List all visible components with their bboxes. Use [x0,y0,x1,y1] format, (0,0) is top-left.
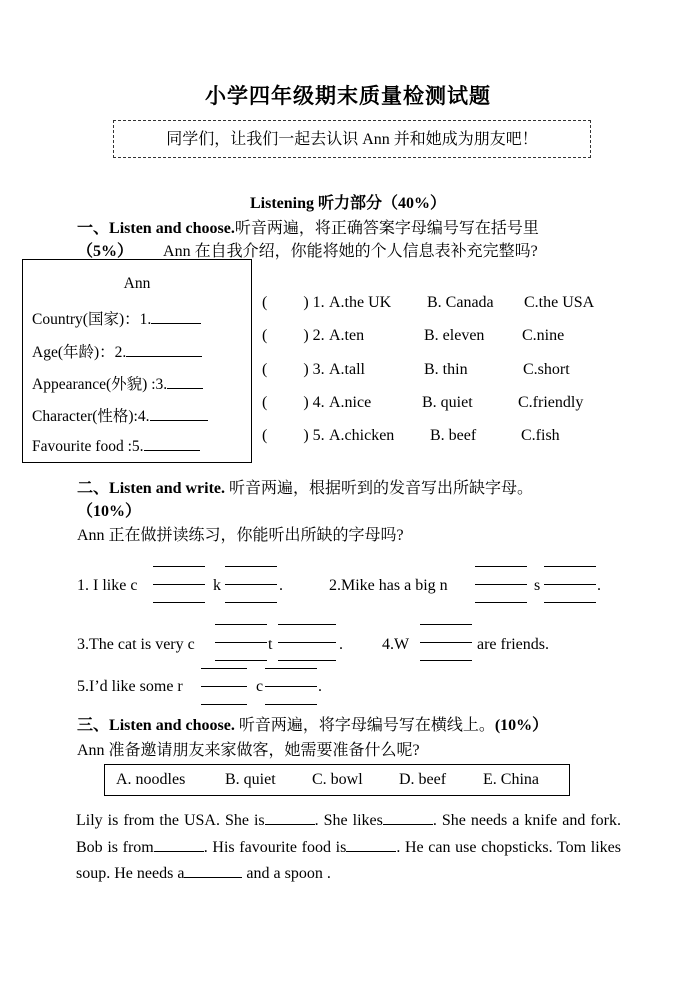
writing-line [544,602,596,603]
q-text: 1. I like [77,577,127,594]
q-punct: . [597,577,601,594]
part2-q1 [77,577,137,595]
part3-sub: Ann 准备邀请朋友来家做客，她需要准备什么呢? [77,742,420,759]
part3-score: (10%） [494,717,549,734]
para-text: . She likes [314,812,383,829]
q-letter: c [256,678,264,695]
q-punct: . [339,636,343,653]
writing-line [225,602,277,603]
writing-line[interactable] [475,584,527,585]
option-a: A.nice [329,394,372,411]
q-letter: c [130,577,138,594]
reading-paragraph [76,808,621,888]
word-option: A. noodles [116,771,186,788]
card-label: Favourite food :5. [32,438,144,455]
answer-blank[interactable] [167,374,203,389]
part2-sub: Ann 正在做拼读练习，你能听出所缺的字母吗? [77,527,404,544]
option-b: B. thin [424,361,468,378]
answer-blank[interactable] [346,837,396,852]
part1-heading-en: Listen and choose. [109,220,235,237]
writing-line [201,704,247,705]
writing-line[interactable] [278,642,336,643]
answer-blank[interactable] [126,342,202,357]
writing-line [420,660,472,661]
question-num: 4. [312,394,325,411]
question-row [262,427,325,445]
part1-questions [262,294,622,454]
part1-heading [77,215,539,238]
part3-heading-cn: 听音两遍，将字母编号写在横线上。 [238,717,495,734]
answer-blank[interactable] [144,436,200,451]
open-paren: ( [262,427,268,444]
para-text: . He can use chopsticks. Tom likes soup. He needs a [76,838,621,882]
writing-line[interactable] [265,686,317,687]
ann-info-card [22,259,252,463]
card-row-appearance [32,372,203,394]
option-a: A.chicken [329,427,395,444]
listening-heading: Listening 听力部分（40%） [249,195,447,212]
part2-heading-en: Listen and write. [109,480,226,497]
close-paren: ) [303,294,309,311]
answer-blank[interactable] [265,810,315,825]
word-bank [104,764,570,796]
para-text: and a spoon . [242,865,331,882]
option-c: C.nine [522,327,565,344]
open-paren: ( [262,327,268,344]
answer-blank[interactable] [154,837,204,852]
question-num: 3. [312,361,325,378]
option-a: A.the UK [329,294,392,311]
open-paren: ( [262,361,268,378]
card-row-country [32,307,201,329]
writing-line[interactable] [420,642,472,643]
part1-subheading [77,238,538,261]
part1-num: 一、 [77,220,110,237]
option-b: B. quiet [422,394,473,411]
option-b: B. Canada [427,294,494,311]
writing-line [278,660,336,661]
answer-blank[interactable] [151,309,201,324]
option-c: C.short [523,361,570,378]
writing-line[interactable] [544,584,596,585]
writing-line [153,602,205,603]
close-paren: ) [303,327,309,344]
writing-line [225,566,277,567]
option-c: C.the USA [524,294,595,311]
close-paren: ) [303,361,309,378]
page-title: 小学四年级期末质量检测试题 [205,84,491,108]
writing-line [278,624,336,625]
writing-line[interactable] [225,584,277,585]
writing-line [215,660,267,661]
word-option: C. bowl [312,771,363,788]
writing-line [153,566,205,567]
q-punct: . [279,577,283,594]
writing-line[interactable] [215,642,267,643]
para-text: . She needs a knife and fork. Bob is from [76,812,621,856]
writing-line [201,668,247,669]
option-a: A.ten [329,327,365,344]
writing-line [475,566,527,567]
word-option: D. beef [399,771,447,788]
question-num: 5. [312,427,325,444]
card-name: Ann [123,275,151,292]
part2-score: （10%） [77,503,142,520]
part3-heading [77,712,548,735]
question-num: 1. [312,294,325,311]
question-row [262,294,325,312]
close-paren: ) [303,394,309,411]
writing-line [265,704,317,705]
option-c: C.fish [521,427,560,444]
question-row [262,361,325,379]
option-b: B. eleven [424,327,485,344]
answer-blank[interactable] [184,863,242,878]
part3-num: 三、 [77,717,110,734]
card-row-age [32,340,202,362]
part2-heading-cn: 听音两遍，根据听到的发音写出所缺字母。 [229,480,534,497]
card-label: Appearance(外貌) :3. [32,376,168,393]
part1-heading-cn: 听音两遍，将正确答案字母编号写在括号里 [234,220,539,237]
option-a: A.tall [329,361,365,378]
part2-q5: 5.I’d like some r [77,678,183,695]
card-label: Character(性格):4. [32,408,150,425]
q-letter: k [213,577,221,594]
writing-line[interactable] [153,584,205,585]
question-row [262,394,325,412]
open-paren: ( [262,294,268,311]
word-option: E. China [483,771,539,788]
part2-q2: 2.Mike has a big n [329,577,448,594]
writing-line [215,624,267,625]
word-option: B. quiet [225,771,276,788]
intro-box: 同学们，让我们一起去认识 Ann 并和她成为朋友吧！ [113,120,591,158]
option-c: C.friendly [518,394,584,411]
answer-blank[interactable] [383,810,433,825]
writing-line [265,668,317,669]
answer-blank[interactable] [150,406,208,421]
part2-num: 二、 [77,480,110,497]
part2-q3: 3.The cat is very c [77,636,195,653]
writing-line [544,566,596,567]
q-text: are friends. [477,636,549,653]
writing-line [420,624,472,625]
part3-heading-en: Listen and choose. [109,717,235,734]
card-row-character [32,404,208,426]
q-punct: . [318,678,322,695]
option-b: B. beef [430,427,477,444]
question-num: 2. [312,327,325,344]
card-label: Country(国家)：1. [32,311,152,328]
part2-q4: 4.W [382,636,410,653]
close-paren: ) [303,427,309,444]
part1-sub: Ann 在自我介绍，你能将她的个人信息表补充完整吗? [163,243,538,260]
writing-line[interactable] [201,686,247,687]
q-letter: s [534,577,541,594]
writing-line [475,602,527,603]
para-text: Lily is from the USA. She is [76,812,265,829]
para-text: . His favourite food is [203,838,347,856]
card-label: Age(年龄)：2. [32,344,127,361]
open-paren: ( [262,394,268,411]
question-row [262,327,325,345]
q-letter: t [268,636,273,653]
part2-heading [77,475,533,498]
card-row-food [32,436,200,456]
part1-score: （5%） [77,243,134,260]
